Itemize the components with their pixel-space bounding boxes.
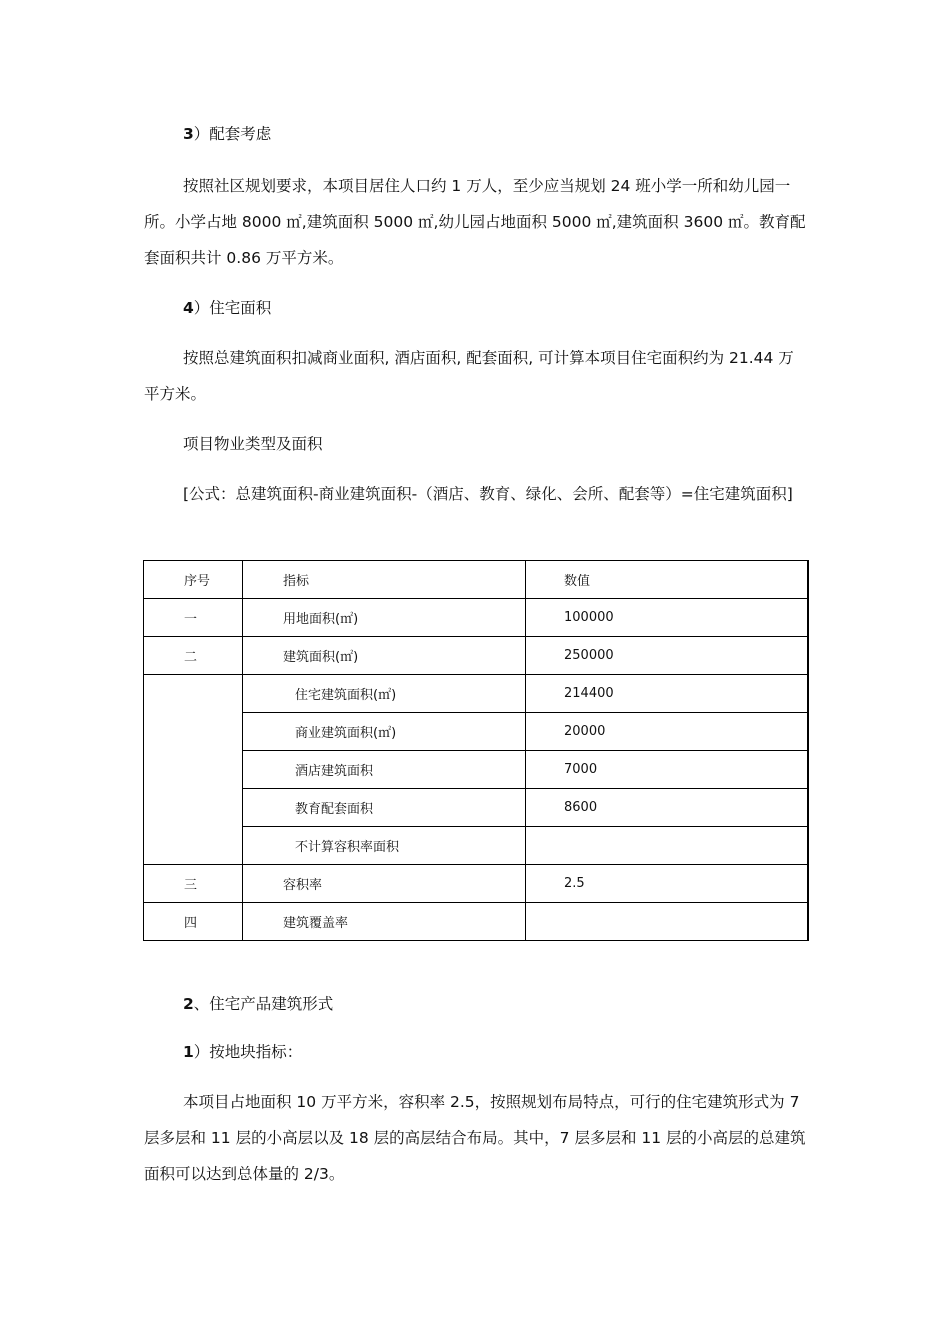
section-2-title: 、住宅产品建筑形式	[193, 995, 334, 1013]
header-value: 数值	[526, 561, 809, 599]
section-4-heading	[183, 298, 803, 318]
section-2-1-title: ）按地块指标：	[193, 1043, 303, 1061]
row-indicator: 建筑覆盖率	[243, 903, 526, 941]
table-row	[144, 903, 809, 941]
section-4-paragraph: 按照总建筑面积扣减商业面积, 酒店面积, 配套面积, 可计算本项目住宅面积约为 21.44 万平方米。	[144, 349, 794, 403]
property-area-table	[143, 560, 809, 941]
row-value: 250000	[526, 637, 809, 675]
row-indicator: 建筑面积(㎡)	[243, 637, 526, 675]
row-value: 100000	[526, 599, 809, 637]
row-value: 2.5	[526, 865, 809, 903]
header-indicator: 指标	[243, 561, 526, 599]
row-value: 8600	[526, 789, 809, 827]
table-row	[144, 599, 809, 637]
row-indicator: 酒店建筑面积	[243, 751, 526, 789]
section-2-heading	[183, 994, 803, 1014]
table-row	[144, 751, 809, 789]
row-value: 214400	[526, 675, 809, 713]
section-2-1-number: 1	[183, 1043, 194, 1061]
formula-text: [公式：总建筑面积-商业建筑面积-（酒店、教育、绿化、会所、配套等）=住宅建筑面积]	[183, 485, 793, 503]
table-row	[144, 713, 809, 751]
section-2-1-paragraph: 本项目占地面积 10 万平方米，容积率 2.5，按照规划布局特点，可行的住宅建筑形式为 7 层多层和 11 层的小高层以及 18 层的高层结合布局。其中，7 层多层和 11 层的小高层的总建筑面积可以达到总体量的 2/3。	[144, 1093, 806, 1183]
row-value: 20000	[526, 713, 809, 751]
row-no: 四	[144, 903, 243, 941]
section-3-paragraph: 按照社区规划要求，本项目居住人口约 1 万人，至少应当规划 24 班小学一所和幼儿园一所。小学占地 8000 ㎡,建筑面积 5000 ㎡,幼儿园占地面积 5000 ㎡,建筑面积 3600 ㎡。教育配套面积共计 0.86 万平方米。	[144, 177, 806, 267]
row-value: 7000	[526, 751, 809, 789]
row-no: 二	[144, 637, 243, 675]
header-no: 序号	[144, 561, 243, 599]
row-no-merged	[144, 675, 243, 865]
row-value	[526, 903, 809, 941]
section-3-title: ）配套考虑	[193, 125, 272, 143]
section-4-number: 4	[183, 299, 194, 317]
row-no: 一	[144, 599, 243, 637]
section-3-heading	[183, 124, 803, 144]
row-indicator: 容积率	[243, 865, 526, 903]
table-row	[144, 637, 809, 675]
row-indicator: 住宅建筑面积(㎡)	[243, 675, 526, 713]
table-row	[144, 827, 809, 865]
section-4-title: ）住宅面积	[193, 299, 272, 317]
section-2-1-heading	[183, 1042, 803, 1062]
row-indicator: 不计算容积率面积	[243, 827, 526, 865]
table-row	[144, 789, 809, 827]
row-indicator: 教育配套面积	[243, 789, 526, 827]
row-value	[526, 827, 809, 865]
row-no: 三	[144, 865, 243, 903]
table-header-row	[144, 561, 809, 599]
table-caption: 项目物业类型及面积	[183, 435, 323, 453]
row-indicator: 用地面积(㎡)	[243, 599, 526, 637]
row-indicator: 商业建筑面积(㎡)	[243, 713, 526, 751]
section-2-number: 2	[183, 995, 194, 1013]
table-row	[144, 865, 809, 903]
section-3-number: 3	[183, 125, 194, 143]
table-row	[144, 675, 809, 713]
